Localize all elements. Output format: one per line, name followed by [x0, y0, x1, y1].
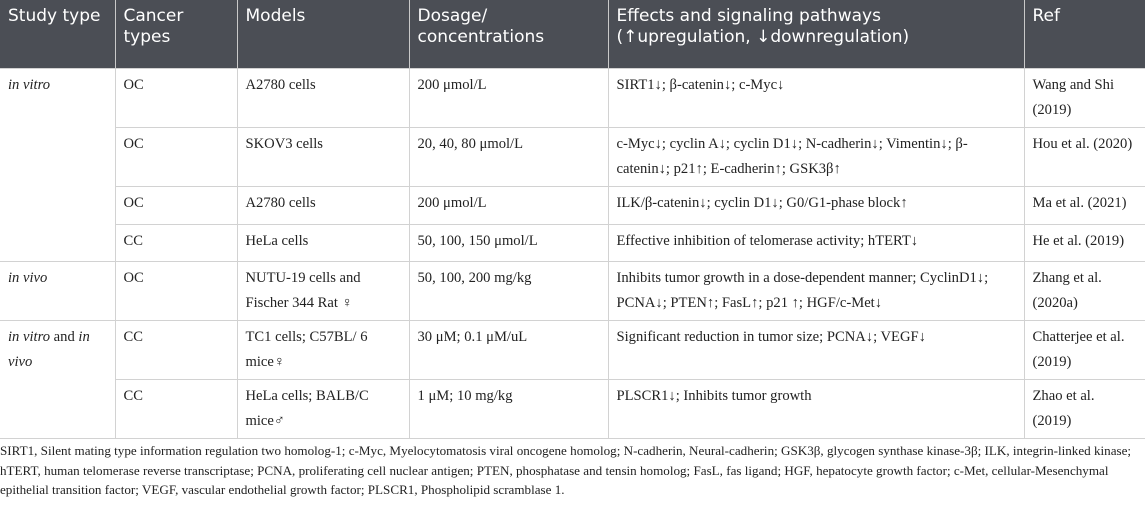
ref-cell: Chatterjee et al. (2019) — [1024, 320, 1145, 379]
study-type-cell — [0, 320, 115, 438]
dosage-cell: 200 μmol/L — [409, 186, 608, 224]
study-type-in-vitro: in vitro — [8, 76, 51, 93]
ref-cell: Zhang et al. (2020a) — [1024, 261, 1145, 320]
header-ref: Ref — [1024, 0, 1145, 68]
ref-cell: Hou et al. (2020) — [1024, 127, 1145, 186]
effects-cell: SIRT1↓; β-catenin↓; c-Myc↓ — [608, 68, 1024, 127]
ref-cell: Ma et al. (2021) — [1024, 186, 1145, 224]
header-cancer-types: Cancer types — [115, 0, 237, 68]
effects-cell: ILK/β-catenin↓; cyclin D1↓; G0/G1-phase block↑ — [608, 186, 1024, 224]
study-type-cell — [0, 261, 115, 320]
cancer-cell: CC — [115, 379, 237, 438]
table-row — [0, 224, 1145, 261]
model-cell: HeLa cells; BALB/C mice♂ — [237, 379, 409, 438]
header-effects: Effects and signaling pathways (↑upregulation, ↓downregulation) — [608, 0, 1024, 68]
cancer-cell: CC — [115, 224, 237, 261]
effects-cell: Significant reduction in tumor size; PCNA↓; VEGF↓ — [608, 320, 1024, 379]
effects-cell: PLSCR1↓; Inhibits tumor growth — [608, 379, 1024, 438]
effects-cell: Inhibits tumor growth in a dose-dependent manner; CyclinD1↓; PCNA↓; PTEN↑; FasL↑; p21 ↑; HGF/c-Met↓ — [608, 261, 1024, 320]
dosage-cell: 30 μM; 0.1 μM/uL — [409, 320, 608, 379]
model-cell: A2780 cells — [237, 186, 409, 224]
study-type-and: and — [50, 328, 79, 345]
table-row — [0, 320, 1145, 379]
table-footnote: SIRT1, Silent mating type information regulation two homolog-1; c-Myc, Myelocytomatosis viral oncogene homolog; N-cadherin, Neural-cadherin; GSK3β, glycogen synthase kinase-3β; ILK, integrin-linked kinase; hTERT, human telomerase reverse transcriptase; PCNA, proliferating cell nuclear antigen; PTEN, phosphatase and tensin homolog; FasL, fas ligand; HGF, hepatocyte growth factor; c-Met, cellular-Mesenchymal epithelial transition factor; VEGF, vascular endothelial growth factor; PLSCR1, Phospholipid scramblase 1. — [0, 443, 1132, 497]
table-row — [0, 261, 1145, 320]
ref-cell: Wang and Shi (2019) — [1024, 68, 1145, 127]
dosage-cell: 200 μmol/L — [409, 68, 608, 127]
model-cell: TC1 cells; C57BL/ 6 mice♀ — [237, 320, 409, 379]
header-study-type: Study type — [0, 0, 115, 68]
cancer-cell: OC — [115, 127, 237, 186]
model-cell: NUTU-19 cells and Fischer 344 Rat ♀ — [237, 261, 409, 320]
study-type-in-vivo-combined: in vivo — [8, 328, 90, 370]
cancer-cell: OC — [115, 68, 237, 127]
ref-cell: He et al. (2019) — [1024, 224, 1145, 261]
dosage-cell: 50, 100, 200 mg/kg — [409, 261, 608, 320]
table-row — [0, 379, 1145, 438]
ref-cell: Zhao et al. (2019) — [1024, 379, 1145, 438]
table-row — [0, 127, 1145, 186]
study-type-cell — [0, 68, 115, 261]
table-header-row — [0, 0, 1145, 68]
table-row — [0, 68, 1145, 127]
header-dosage: Dosage/ concentrations — [409, 0, 608, 68]
cancer-cell: OC — [115, 186, 237, 224]
dosage-cell: 20, 40, 80 μmol/L — [409, 127, 608, 186]
dosage-cell: 1 μM; 10 mg/kg — [409, 379, 608, 438]
dosage-cell: 50, 100, 150 μmol/L — [409, 224, 608, 261]
study-type-in-vivo: in vivo — [8, 269, 48, 286]
model-cell: SKOV3 cells — [237, 127, 409, 186]
table-row — [0, 186, 1145, 224]
model-cell: A2780 cells — [237, 68, 409, 127]
effects-cell: c-Myc↓; cyclin A↓; cyclin D1↓; N-cadherin↓; Vimentin↓; β-catenin↓; p21↑; E-cadherin↑; GSK3β↑ — [608, 127, 1024, 186]
study-type-in-vitro-combined: in vitro — [8, 328, 51, 345]
cancer-cell: OC — [115, 261, 237, 320]
cancer-cell: CC — [115, 320, 237, 379]
model-cell: HeLa cells — [237, 224, 409, 261]
effects-cell: Effective inhibition of telomerase activity; hTERT↓ — [608, 224, 1024, 261]
header-models: Models — [237, 0, 409, 68]
